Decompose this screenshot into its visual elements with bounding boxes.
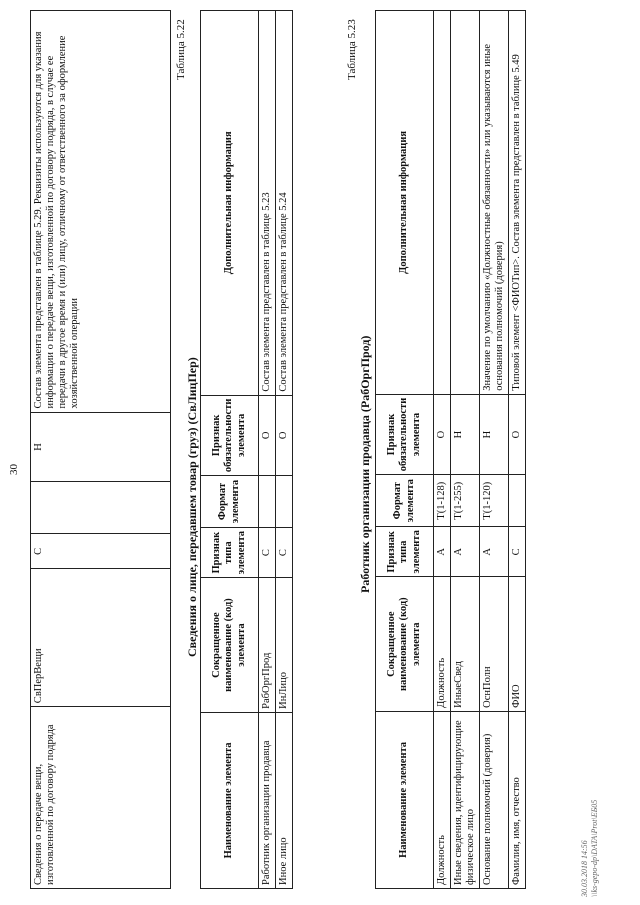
header-type: Признак типа элемента [201,528,259,578]
cell-code: ОснПолн [480,577,509,711]
cell-info: Состав элемента представлен в таблице 5.23 [259,11,276,396]
header-row [201,11,259,889]
cell-info: Значение по умолчанию «Должностные обязанности» или указываются иные основания полномочий (доверия) [480,11,509,395]
header-req: Признак обязательности элемента [201,395,259,476]
cell-format: Т(1-120) [480,475,509,527]
stamp-line: 30.03.2018 14:56 [580,840,589,897]
header-format: Формат элемента [201,476,259,528]
header-req: Признак обязательности элемента [376,394,434,475]
cell-format: Т(1-128) [434,475,451,527]
cell-code: ФИО [509,577,526,711]
table-row [31,11,171,889]
cell-name: Сведения о передаче вещи, изготовленной по договору подряда [31,707,171,889]
cell-name: Должность [434,711,451,888]
cell-code: ИныеСвед [451,577,480,711]
cell-type: А [434,527,451,577]
cell-info [451,11,480,395]
table-5-23 [375,10,526,889]
cell-req: Н [31,412,171,482]
header-info: Дополнительная информация [201,11,259,396]
cell-req: Н [480,394,509,475]
table-row [259,11,276,889]
cell-type: С [509,527,526,577]
header-info: Дополнительная информация [376,11,434,395]
table-5-22 [200,10,293,889]
cell-format [31,482,171,534]
cell-req: О [434,394,451,475]
cell-name: Фамилия, имя, отчество [509,711,526,888]
cell-code: Должность [434,577,451,711]
stamp-line: \\ks-gepo-dp\DATA\Prot\ЕБ05 [589,799,599,897]
cell-req: О [509,394,526,475]
cell-name: Работник организации продавца [259,712,276,888]
cell-req: О [259,395,276,476]
table-row [509,11,526,889]
cell-type: С [31,534,171,569]
header-row [376,11,434,889]
cell-info: Типовой элемент <ФИОТип>. Состав элемента представлен в таблице 5.49 [509,11,526,395]
cell-name: Иные сведения, идентифицирующие физическое лицо [451,711,480,888]
cell-format: Т(1-255) [451,475,480,527]
table-number: Таблица 5.23 [346,19,358,80]
cell-type: С [276,528,293,578]
cell-format [259,476,276,528]
cell-name: Иное лицо [276,712,293,888]
table-row [480,11,509,889]
cell-name: Основание полномочий (доверия) [480,711,509,888]
header-code: Сокращенное наименование (код) элемента [376,577,434,711]
cell-req: О [276,395,293,476]
cell-code: ИнЛицо [276,578,293,713]
page-number: 30 [8,464,20,475]
header-type: Признак типа элемента [376,527,434,577]
table-caption: Работник организации продавца (РабОргПрод) [358,335,372,593]
cell-format [509,475,526,527]
header-name: Наименование элемента [201,712,259,888]
table-row [451,11,480,889]
header-code: Сокращенное наименование (код) элемента [201,578,259,713]
table-caption: Сведения о лице, передавшем товар (груз) (СвЛицПер) [185,357,199,657]
cell-info: Состав элемента представлен в таблице 5.24 [276,11,293,396]
cell-type: С [259,528,276,578]
header-name: Наименование элемента [376,711,434,888]
continuation-table [30,10,171,889]
table-row [276,11,293,889]
cell-type: А [480,527,509,577]
header-format: Формат элемента [376,475,434,527]
cell-info [434,11,451,395]
table-number: Таблица 5.22 [175,19,187,80]
cell-code: СвПерВещи [31,569,171,707]
cell-code: РабОргПрод [259,578,276,713]
cell-req: Н [451,394,480,475]
cell-info: Состав элемента представлен в таблице 5.29. Реквизиты используются для указания информации о передаче вещи, изготовленной по договору подряда, в случае ее передачи в другое время и (или) лицу, отличному от ответственного за оформление хозяйственной операции [31,11,171,413]
cell-format [276,476,293,528]
table-row [434,11,451,889]
cell-type: А [451,527,480,577]
file-stamp [580,800,599,897]
